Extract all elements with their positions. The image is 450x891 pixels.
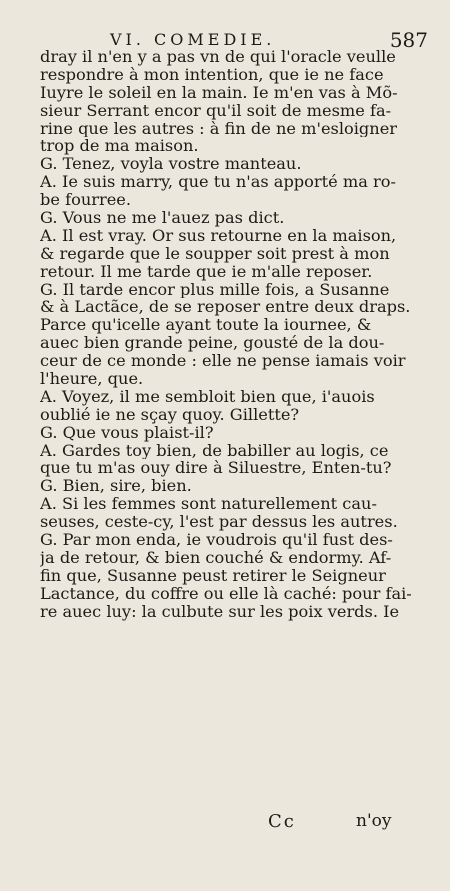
text-line: ja de retour, & bien couché & endormy. Af-	[40, 548, 392, 567]
text-line: G. Que vous plaist-il?	[40, 423, 214, 442]
text-line: A. Si les femmes sont naturellement cau-	[40, 495, 377, 514]
text-line: ceur de ce monde : elle ne pense iamais voir	[40, 352, 406, 371]
text-line: A. Gardes toy bien, de babiller au logis, ce	[40, 441, 389, 460]
text-line: seuses, ceste-cy, l'est par dessus les autres.	[40, 513, 398, 532]
running-head: VI. COMEDIE.	[110, 30, 276, 49]
text-line: rine que les autres : à fin de ne m'esloigner	[40, 119, 398, 138]
text-line: G. Vous ne me l'auez pas dict.	[40, 209, 285, 227]
text-line: l'heure, que.	[40, 370, 144, 388]
page-number: 587	[389, 28, 428, 52]
text-line: que tu m'as ouy dire à Siluestre, Enten-tu?	[40, 459, 392, 478]
text-line: Lactance, du coffre ou elle là caché: pour fai-	[40, 584, 412, 603]
text-line: & à Lactãce, de se reposer entre deux draps.	[40, 298, 411, 317]
text-line: auec bien grande peine, gousté de la dou-	[40, 334, 385, 353]
text-line: A. Ie suis marry, que tu n'as apporté ma ro-	[40, 173, 396, 192]
text-line: G. Tenez, voyla vostre manteau.	[40, 155, 302, 174]
text-line: A. Il est vray. Or sus retourne en la maison,	[40, 226, 397, 245]
text-line: be fourree.	[40, 191, 132, 210]
text-line: oublié ie ne sçay quoy. Gillette?	[40, 405, 300, 424]
text-line: G. Il tarde encor plus mille fois, a Susanne	[40, 280, 390, 299]
catchword: n'oy	[356, 811, 392, 831]
text-line: retour. Il me tarde que ie m'alle reposer.	[40, 262, 373, 281]
body-text	[40, 48, 432, 621]
text-line: & regarde que le soupper soit prest à mon	[40, 244, 390, 263]
text-line: Iuyre le soleil en la main. Ie m'en vas à Mõ-	[40, 83, 398, 102]
text-line: trop de ma maison.	[40, 137, 199, 156]
text-line: dray il n'en y a pas vn de qui l'oracle veulle	[40, 48, 396, 66]
page-footer	[0, 811, 450, 835]
text-line: sieur Serrant encor qu'il soit de mesme fa-	[40, 101, 392, 120]
text-line: A. Voyez, il me sembloit bien que, i'auois	[40, 387, 375, 406]
text-line: G. Par mon enda, ie voudrois qu'il fust des-	[40, 531, 393, 549]
text-line: re auec luy: la culbute sur les poix verds. Ie	[40, 602, 400, 621]
text-line: G. Bien, sire, bien.	[40, 477, 192, 496]
signature-mark: Cc	[268, 811, 296, 832]
text-line: respondre à mon intention, que ie ne face	[40, 65, 384, 84]
text-line: fin que, Susanne peust retirer le Seigneur	[40, 566, 386, 585]
text-line: Parce qu'icelle ayant toute la iournee, &	[40, 316, 372, 335]
